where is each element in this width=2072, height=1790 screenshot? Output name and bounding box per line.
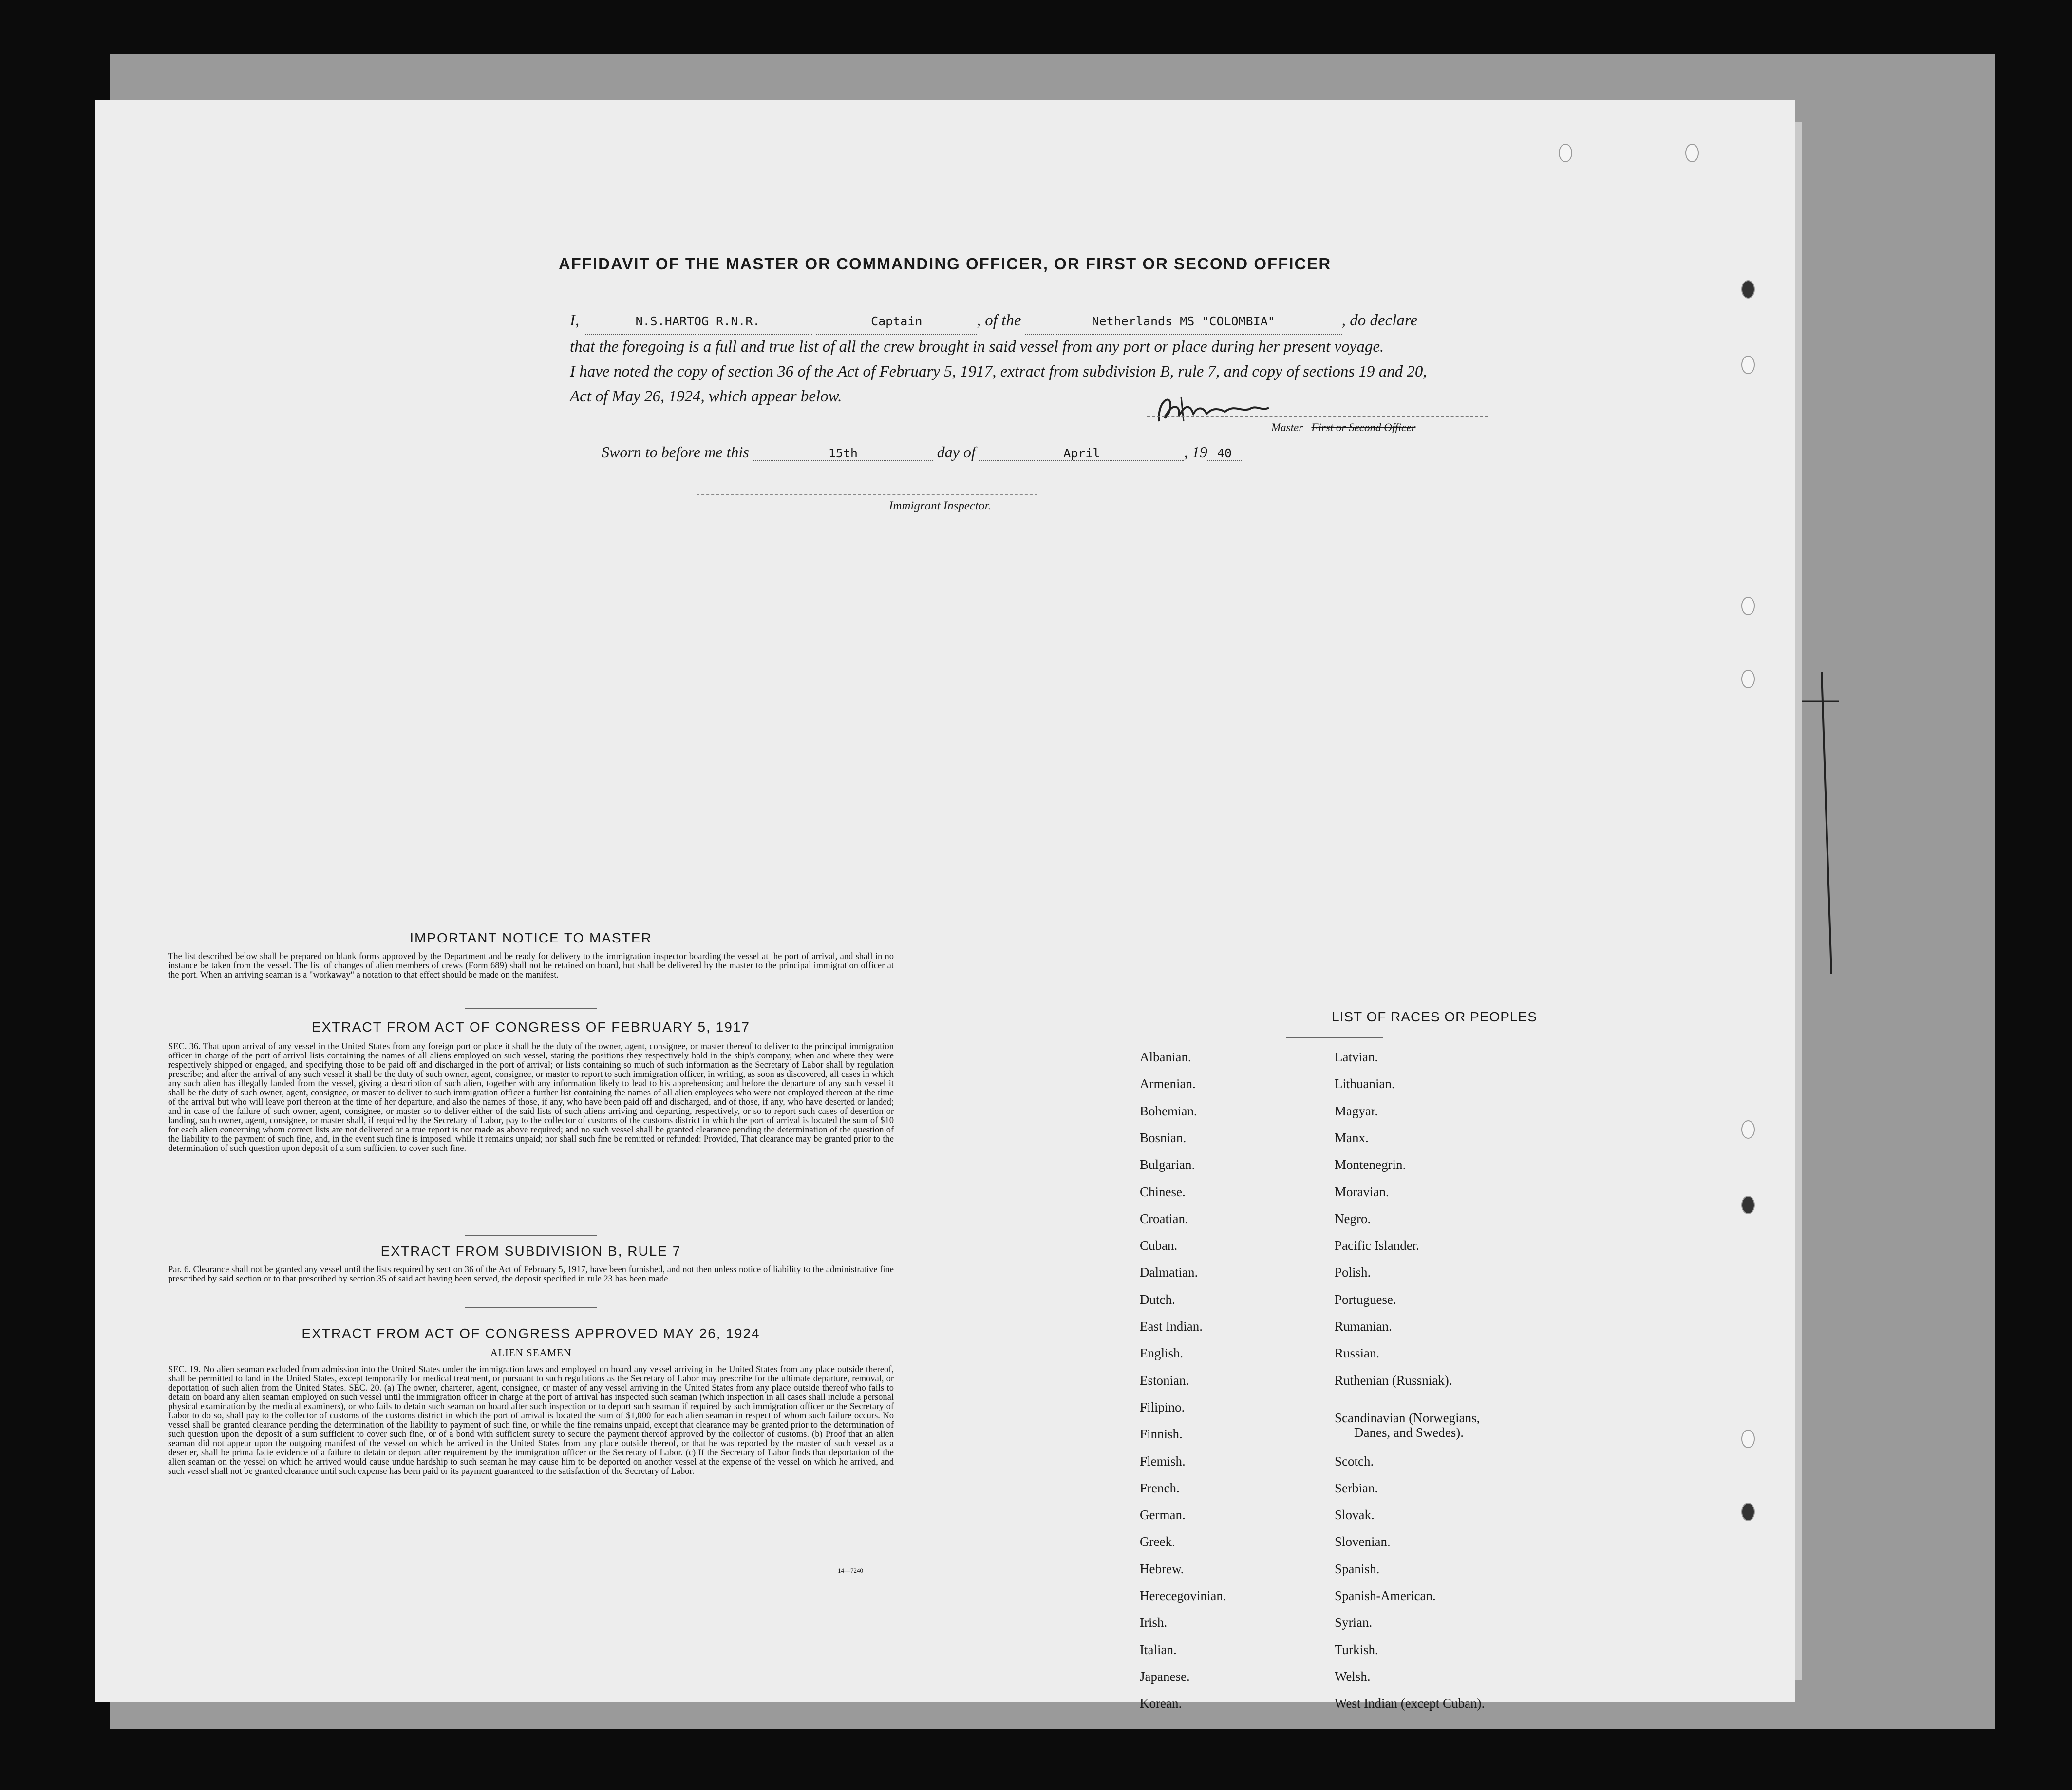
race-item-right: Polish.: [1335, 1265, 1371, 1280]
race-item-right: Negro.: [1335, 1211, 1371, 1226]
separator-1: [465, 1008, 597, 1009]
race-item-right: Spanish.: [1335, 1561, 1380, 1576]
race-item-left: Croatian.: [1140, 1211, 1188, 1226]
declaration-line-4: Act of May 26, 1924, which appear below.: [570, 388, 842, 405]
extract-1924-subheading: ALIEN SEAMEN: [490, 1347, 572, 1358]
race-item-left: French.: [1140, 1480, 1180, 1495]
race-item-left: Cuban.: [1140, 1238, 1178, 1253]
day-of-text: day of: [937, 443, 976, 461]
separator-3: [465, 1307, 597, 1308]
declaration-line-3: I have noted the copy of section 36 of the Act of February 5, 1917, extract from subdivision B, rule 7, and copy of sections 19 and 20,: [570, 363, 1427, 380]
punch-hole: [1741, 597, 1755, 615]
race-item-right: Serbian.: [1335, 1480, 1378, 1495]
extract-1917-body: SEC. 36. That upon arrival of any vessel in the United States from any foreign port or place it shall be the duty of the owner, agent, consignee, or master thereof to deliver to the principal immigration officer in charge of the port of arrival lists containing the names of all aliens employed on such vessel, stating the positions they respectively hold in the ship's company, when and where they were respectively shipped or engaged, and specifying those to be paid off and discharged in the port of arrival; or lists containing so much of such information as the Secretary of Labor shall by regulation prescribe; and after the arrival of any such vessel it shall be the duty of such owner, agent, consignee, or master to report to such immigration officer, in writing, as soon as discovered, all cases in which any such alien has illegally landed from the vessel, giving a description of such alien, together with any information likely to lead to his apprehension; and before the departure of any such vessel it shall be the duty of such owner, agent, consignee, or master to deliver to such immigration officer a further list containing the names of all alien employees who were not employed thereon at the time of the arrival but who will leave port thereon at the time of her departure, and also the names of those, if any, who have been paid off and discharged, and of those, if any, who have deserted or landed; and in case of the failure of such owner, agent, consignee, or master so to deliver either of the said lists of such aliens arriving and departing, respectively, or so to report such cases of desertion or landing, such owner, agent, consignee, or master shall, if required by the Secretary of Labor, pay to the collector of customs of the customs district in which the port of arrival is located the sum of $10 for each alien concerning whom correct lists are not delivered or a true report is not made as above required; and no such vessel shall be granted clearance pending the determination of the question of the liability to the payment of such fine, and, in the event such fine is imposed, while it remains unpaid; nor shall such fine be remitted or refunded: Provided, That clearance may be granted prior to the determination of such question upon deposit of a sum sufficient to cover such fine.: [168, 1042, 894, 1153]
race-item-right: Scandinavian (Norwegians,: [1335, 1410, 1480, 1425]
race-item-right: Moravian.: [1335, 1184, 1389, 1199]
inspector-signature-line: [697, 494, 1037, 495]
race-item-left: Bulgarian.: [1140, 1157, 1195, 1172]
race-item-left: Albanian.: [1140, 1050, 1191, 1064]
year-prefix: , 19: [1184, 443, 1207, 461]
page-edge-bracket: [1802, 672, 1841, 974]
race-item-right: Lithuanian.: [1335, 1076, 1395, 1092]
master-name: N.S.HARTOG R.N.R.: [584, 309, 812, 335]
race-item-left: Bohemian.: [1140, 1103, 1197, 1118]
race-item-left: Flemish.: [1140, 1453, 1186, 1469]
race-item-left: Korean.: [1140, 1696, 1182, 1711]
race-item-right: Turkish.: [1335, 1642, 1378, 1657]
race-item-right: Rumanian.: [1335, 1319, 1392, 1334]
punch-hole: [1741, 1120, 1755, 1139]
race-item-left: English.: [1140, 1346, 1184, 1361]
race-item-left: Hebrew.: [1140, 1561, 1184, 1576]
race-item-left: Filipino.: [1140, 1399, 1185, 1414]
race-item-left: Japanese.: [1140, 1669, 1190, 1684]
race-item-right: Manx.: [1335, 1130, 1369, 1145]
punch-hole: [1685, 144, 1699, 162]
sworn-prefix: Sworn to before me this: [602, 443, 749, 461]
punch-hole: [1741, 1503, 1755, 1521]
race-item-right: Scotch.: [1335, 1453, 1374, 1469]
race-item-right: Magyar.: [1335, 1103, 1378, 1118]
race-item-left: Greek.: [1140, 1534, 1175, 1549]
punch-hole: [1559, 144, 1572, 162]
affidavit-title: AFFIDAVIT OF THE MASTER OR COMMANDING OFFICER, OR FIRST OR SECOND OFFICER: [558, 255, 1332, 273]
notice-body: The list described below shall be prepared on blank forms approved by the Department and be ready for delivery to the immigration inspector boarding the vessel at the port of arrival, and shall in no instance be taken from the vessel. The list of changes of alien members of crews (Form 689) shall not be retained on board, but shall be delivered by the master to the principal immigration officer at the port. When an arriving seaman is a "workaway" a notation to that effect should be made on the manifest.: [168, 952, 894, 980]
separator-2: [465, 1235, 597, 1236]
race-item-left: Bosnian.: [1140, 1130, 1187, 1145]
race-item-left: Dutch.: [1140, 1292, 1175, 1307]
race-item-left: Herecegovinian.: [1140, 1588, 1226, 1603]
race-item-left: German.: [1140, 1507, 1186, 1523]
race-item-right: Danes, and Swedes).: [1354, 1425, 1464, 1440]
race-item-right: Spanish-American.: [1335, 1588, 1436, 1603]
signature-line: [1147, 416, 1488, 417]
sworn-day: 15th: [753, 446, 933, 461]
race-item-left: Armenian.: [1140, 1076, 1196, 1092]
punch-hole: [1741, 670, 1755, 688]
master-rank: Captain: [816, 309, 977, 335]
declaration-line-1: [570, 308, 1505, 335]
race-item-right: Pacific Islander.: [1335, 1238, 1419, 1253]
manifest-page: [95, 100, 1795, 1711]
race-item-right: Portuguese.: [1335, 1292, 1396, 1307]
race-item-left: Italian.: [1140, 1642, 1177, 1657]
punch-hole: [1741, 1430, 1755, 1448]
race-item-right: Slovak.: [1335, 1507, 1375, 1523]
extract-1924-heading: EXTRACT FROM ACT OF CONGRESS APPROVED MAY 26, 1924: [301, 1326, 760, 1341]
punch-hole: [1741, 356, 1755, 374]
race-item-right: Slovenian.: [1335, 1534, 1391, 1549]
subdivision-b-heading: EXTRACT FROM SUBDIVISION B, RULE 7: [380, 1244, 681, 1259]
race-item-left: Finnish.: [1140, 1427, 1183, 1442]
declaration-line-2: that the foregoing is a full and true list of all the crew brought in said vessel from any port or place during her present voyage.: [570, 338, 1384, 356]
race-item-left: Chinese.: [1140, 1184, 1186, 1199]
race-item-right: Syrian.: [1335, 1615, 1373, 1630]
signature-caption: [1271, 421, 1415, 434]
sworn-line: [602, 443, 1242, 461]
punch-hole: [1741, 1196, 1755, 1214]
races-separator: [1286, 1037, 1383, 1038]
race-item-right: Welsh.: [1335, 1669, 1371, 1684]
caption-struck-officer: First or Second Officer: [1311, 421, 1416, 433]
inspector-label: Immigrant Inspector.: [889, 499, 991, 512]
extract-1917-heading: EXTRACT FROM ACT OF CONGRESS OF FEBRUARY 5, 1917: [312, 1019, 750, 1035]
race-item-right: Russian.: [1335, 1346, 1380, 1361]
sworn-year: 40: [1207, 446, 1242, 461]
form-number: 14—7240: [838, 1567, 863, 1574]
race-item-right: Latvian.: [1335, 1050, 1378, 1064]
race-item-left: East Indian.: [1140, 1319, 1203, 1334]
sworn-month: April: [979, 446, 1184, 461]
race-item-left: Dalmatian.: [1140, 1265, 1198, 1280]
declaration-i: I,: [570, 312, 580, 329]
caption-master: Master: [1271, 421, 1303, 433]
race-item-left: Irish.: [1140, 1615, 1168, 1630]
extract-1924-body: SEC. 19. No alien seaman excluded from admission into the United States under the immigration laws and employed on board any vessel arriving in the United States from any place outside thereof, shall be permitted to land in the United States, except temporarily for medical treatment, or pursuant to such regulations as the Secretary of Labor may prescribe for the ultimate departure, removal, or deportation of such alien from the United States. SEC. 20. (a) The owner, charterer, agent, consignee, or master of any vessel arriving in the United States from any place outside thereof who fails to detain on board any alien seaman employed on such vessel until the immigration officer in charge at the port of arrival has inspected such seaman (which inspection in all cases shall include a personal physical examination by the medical examiners), or who fails to detain such seaman on board after such inspection or to deport such seaman if required by such immigration officer or the Secretary of Labor to do so, shall pay to the collector of customs of the customs district in which the port of arrival is located the sum of $1,000 for each alien seaman in respect of whom such failure occurs. No vessel shall be granted clearance pending the determination of the liability to payment of such fine, or while the fine remains unpaid, except that clearance may be granted prior to the determination of such question upon the deposit of a sum sufficient to cover such fine, or of a bond with sufficient surety to secure the payment thereof approved by the collector of customs. (b) Proof that an alien seaman did not appear upon the outgoing manifest of the vessel on which he arrived in the United States from any place outside thereof, or that he was reported by the master of such vessel as a deserter, shall be prima facie evidence of a failure to detain or deport after requirement by the immigration officer or the Secretary of Labor. (c) If the Secretary of Labor finds that deportation of the alien seaman on the vessel on which he arrived would cause undue hardship to such seaman he may cause him to be deported on another vessel at the expense of the vessel on which he arrived, and such vessel shall not be granted clearance until such expense has been paid or its payment guaranteed to the satisfaction of the Secretary of Labor.: [168, 1365, 894, 1476]
race-item-right: Montenegrin.: [1335, 1157, 1406, 1172]
notice-heading: IMPORTANT NOTICE TO MASTER: [410, 930, 652, 945]
do-declare-text: , do declare: [1341, 312, 1418, 329]
punch-hole: [1741, 280, 1755, 299]
races-title: LIST OF RACES OR PEOPLES: [1332, 1009, 1537, 1024]
vessel-name: Netherlands MS "COLOMBIA": [1025, 309, 1342, 335]
race-item-left: Estonian.: [1140, 1373, 1189, 1388]
subdivision-b-body: Par. 6. Clearance shall not be granted any vessel until the lists required by section 36 of the Act of February 5, 1917, have been furnished, and not then unless notice of liability to the administrative fine prescribed by said section or to that prescribed by section 35 of said act having been served, the deposit specified in rule 23 has been made.: [168, 1265, 894, 1284]
race-item-right: West Indian (except Cuban).: [1335, 1696, 1485, 1711]
declaration: [570, 308, 1505, 409]
of-the-text: , of the: [977, 312, 1021, 329]
race-item-right: Ruthenian (Russniak).: [1335, 1373, 1452, 1388]
